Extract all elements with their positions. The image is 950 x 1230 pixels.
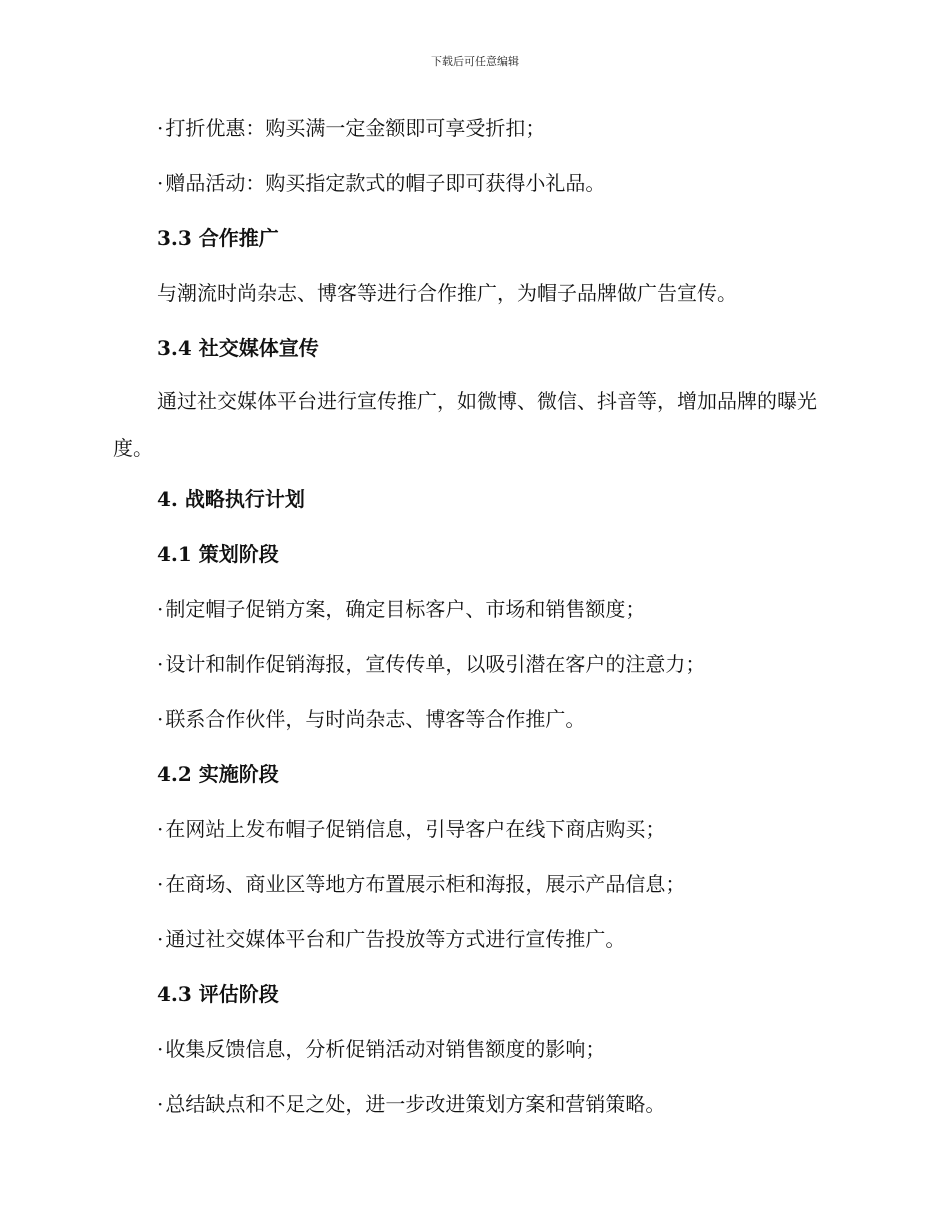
- bullet-text: 设计和制作促销海报，宣传传单，以吸引潜在客户的注意力；: [165, 652, 706, 676]
- section-heading-3-3: 3.3 合作推广: [157, 226, 279, 250]
- bullet-text: 在网站上发布帽子促销信息，引导客户在线下商店购买；: [165, 817, 666, 841]
- paragraph-cooperation: 与潮流时尚杂志、博客等进行合作推广，为帽子品牌做广告宣传。: [157, 281, 737, 305]
- section-heading-3-4: 3.4 社交媒体宣传: [157, 336, 319, 360]
- bullet-item-plan-1: [157, 595, 645, 623]
- bullet-text: 收集反馈信息，分析促销活动对销售额度的影响；: [165, 1037, 606, 1061]
- bullet-item-plan-2: [157, 650, 705, 678]
- bullet-mark: ·: [157, 817, 164, 841]
- bullet-item-discount: [157, 114, 545, 142]
- bullet-mark: ·: [157, 171, 164, 195]
- bullet-item-plan-3: [157, 705, 585, 733]
- bullet-item-eval-2: [157, 1090, 665, 1118]
- bullet-item-gift: [157, 169, 605, 197]
- bullet-item-impl-1: [157, 815, 665, 843]
- section-heading-4-1: 4.1 策划阶段: [157, 542, 279, 566]
- bullet-mark: ·: [157, 927, 164, 951]
- bullet-item-eval-1: [157, 1035, 605, 1063]
- section-heading-4-3: 4.3 评估阶段: [157, 982, 279, 1006]
- bullet-text: 赠品活动：购买指定款式的帽子即可获得小礼品。: [165, 171, 606, 195]
- paragraph-social-media: 通过社交媒体平台进行宣传推广，如微博、微信、抖音等，增加品牌的曝光度。: [113, 389, 817, 460]
- section-heading-4-2: 4.2 实施阶段: [157, 762, 279, 786]
- bullet-mark: ·: [157, 1092, 164, 1116]
- bullet-text: 打折优惠：购买满一定金额即可享受折扣；: [165, 116, 546, 140]
- bullet-mark: ·: [157, 707, 164, 731]
- bullet-text: 在商场、商业区等地方布置展示柜和海报，展示产品信息；: [165, 872, 686, 896]
- bullet-mark: ·: [157, 652, 164, 676]
- bullet-mark: ·: [157, 1037, 164, 1061]
- bullet-mark: ·: [157, 872, 164, 896]
- bullet-text: 通过社交媒体平台和广告投放等方式进行宣传推广。: [165, 927, 626, 951]
- bullet-mark: ·: [157, 116, 164, 140]
- bullet-text: 制定帽子促销方案，确定目标客户、市场和销售额度；: [165, 597, 646, 621]
- page-header: 下载后可任意编辑: [431, 55, 519, 68]
- bullet-text: 联系合作伙伴，与时尚杂志、博客等合作推广。: [165, 707, 586, 731]
- bullet-text: 总结缺点和不足之处，进一步改进策划方案和营销策略。: [165, 1092, 666, 1116]
- bullet-mark: ·: [157, 597, 164, 621]
- bullet-item-impl-2: [157, 870, 685, 898]
- bullet-item-impl-3: [157, 925, 625, 953]
- section-heading-4: 4. 战略执行计划: [157, 487, 305, 511]
